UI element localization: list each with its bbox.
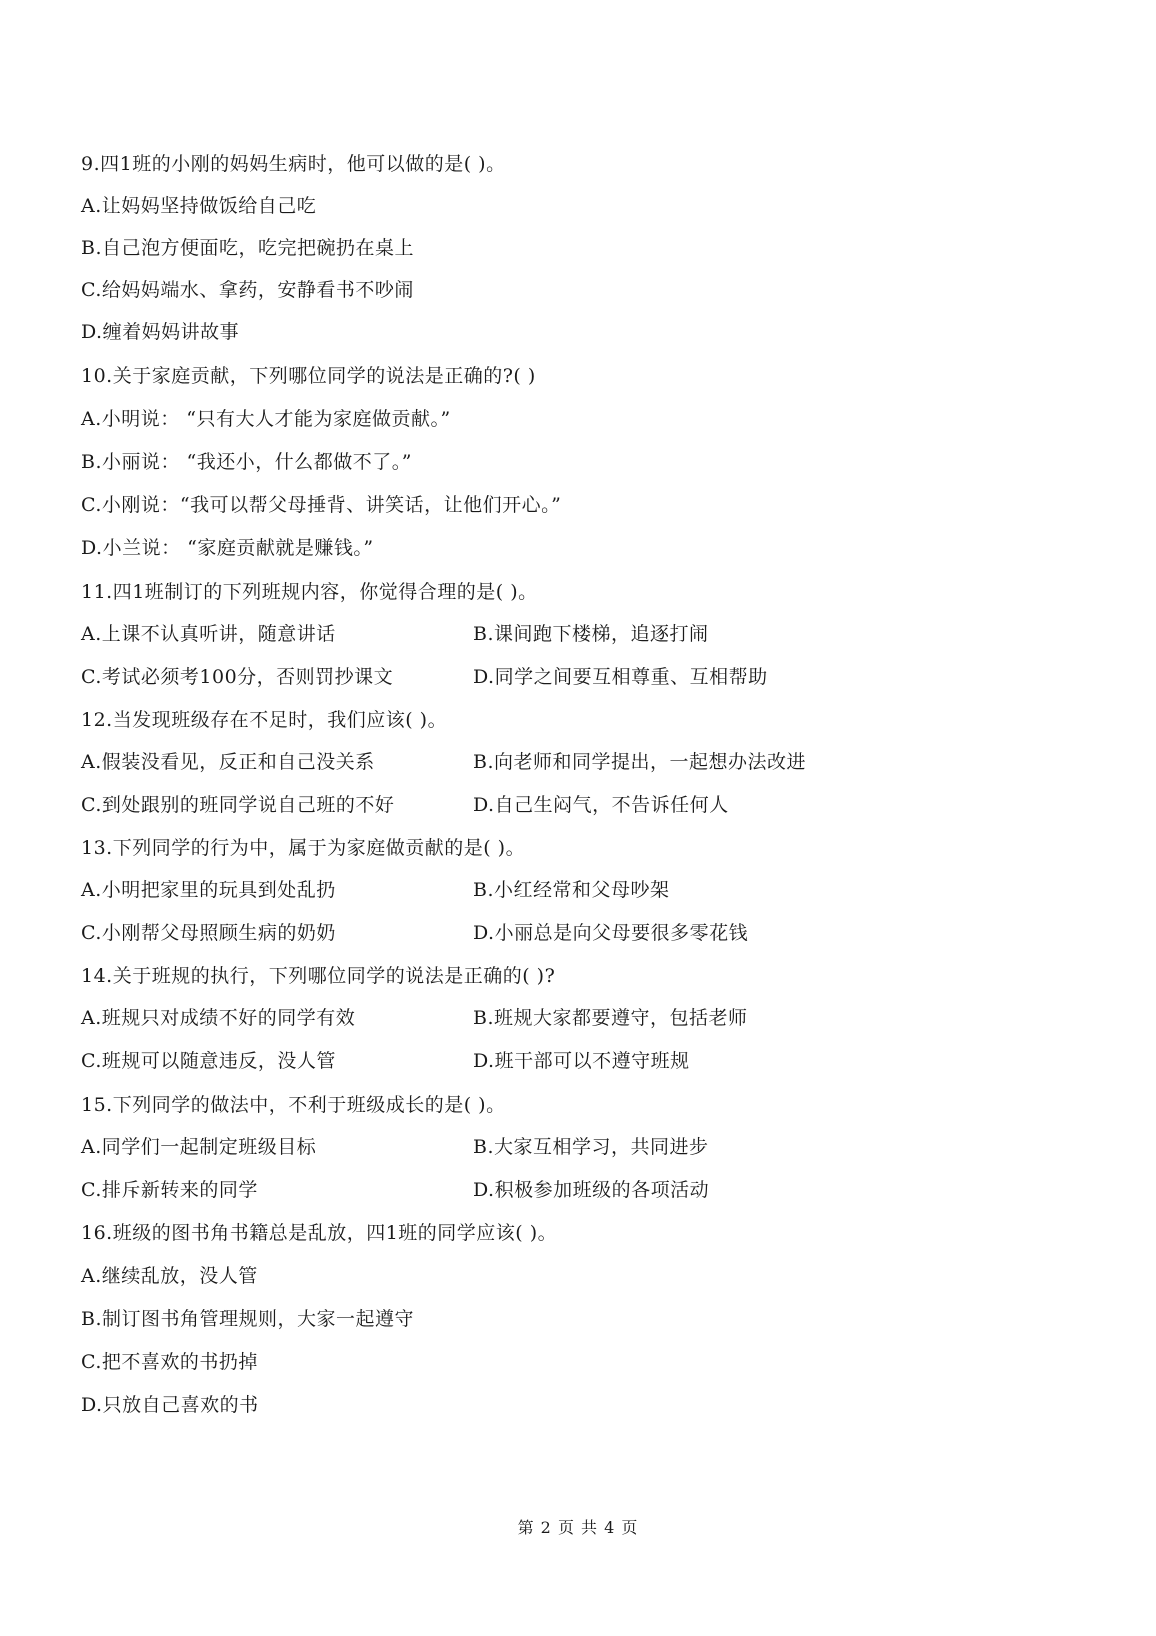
question-13-option-a: A.小明把家里的玩具到处乱扔 (81, 879, 336, 901)
question-16-option-b: B.制订图书角管理规则，大家一起遵守 (81, 1308, 415, 1330)
question-9-option-b: B.自己泡方便面吃，吃完把碗扔在桌上 (81, 237, 415, 259)
question-16-stem: 16.班级的图书角书籍总是乱放，四1班的同学应该( )。 (81, 1222, 558, 1244)
question-14-option-b: B.班规大家都要遵守，包括老师 (473, 1007, 748, 1029)
question-9-stem: 9.四1班的小刚的妈妈生病时，他可以做的是( )。 (81, 153, 506, 175)
question-12-option-b: B.向老师和同学提出，一起想办法改进 (473, 751, 807, 773)
question-15-option-a: A.同学们一起制定班级目标 (81, 1136, 317, 1158)
question-12-option-d: D.自己生闷气，不告诉任何人 (473, 794, 729, 816)
question-12-option-a: A.假装没看见，反正和自己没关系 (81, 751, 375, 773)
question-13-option-c: C.小刚帮父母照顾生病的奶奶 (81, 922, 336, 944)
question-11-option-b: B.课间跑下楼梯，追逐打闹 (473, 623, 709, 645)
question-10-option-d: D.小兰说： “家庭贡献就是赚钱。” (81, 537, 374, 559)
question-12-option-c: C.到处跟别的班同学说自己班的不好 (81, 794, 395, 816)
question-13-option-d: D.小丽总是向父母要很多零花钱 (473, 922, 749, 944)
question-13-stem: 13.下列同学的行为中，属于为家庭做贡献的是( )。 (81, 837, 526, 859)
question-16-option-c: C.把不喜欢的书扔掉 (81, 1351, 258, 1373)
question-14-option-a: A.班规只对成绩不好的同学有效 (81, 1007, 356, 1029)
question-13-option-b: B.小红经常和父母吵架 (473, 879, 670, 901)
question-11-option-c: C.考试必须考100分，否则罚抄课文 (81, 666, 394, 688)
question-10-option-c: C.小刚说：“我可以帮父母捶背、讲笑话，让他们开心。” (81, 494, 562, 516)
question-10-option-b: B.小丽说： “我还小，什么都做不了。” (81, 451, 412, 473)
question-10-option-a: A.小明说： “只有大人才能为家庭做贡献。” (81, 408, 451, 430)
question-9-option-d: D.缠着妈妈讲故事 (81, 321, 240, 343)
question-16-option-a: A.继续乱放，没人管 (81, 1265, 258, 1287)
question-15-stem: 15.下列同学的做法中，不利于班级成长的是( )。 (81, 1094, 506, 1116)
question-14-stem: 14.关于班规的执行，下列哪位同学的说法是正确的( )? (81, 965, 556, 987)
question-9-option-a: A.让妈妈坚持做饭给自己吃 (81, 195, 317, 217)
question-11-stem: 11.四1班制订的下列班规内容，你觉得合理的是( )。 (81, 581, 538, 603)
question-16-option-d: D.只放自己喜欢的书 (81, 1394, 259, 1416)
question-12-stem: 12.当发现班级存在不足时，我们应该( )。 (81, 709, 448, 731)
page-number-footer: 第 2 页 共 4 页 (517, 1518, 639, 1537)
question-15-option-b: B.大家互相学习，共同进步 (473, 1136, 709, 1158)
question-9-option-c: C.给妈妈端水、拿药，安静看书不吵闹 (81, 279, 414, 301)
question-15-option-d: D.积极参加班级的各项活动 (473, 1179, 710, 1201)
question-14-option-d: D.班干部可以不遵守班规 (473, 1050, 690, 1072)
question-10-stem: 10.关于家庭贡献，下列哪位同学的说法是正确的?( ) (81, 365, 536, 387)
question-11-option-d: D.同学之间要互相尊重、互相帮助 (473, 666, 768, 688)
question-14-option-c: C.班规可以随意违反，没人管 (81, 1050, 336, 1072)
question-15-option-c: C.排斥新转来的同学 (81, 1179, 258, 1201)
question-11-option-a: A.上课不认真听讲，随意讲话 (81, 623, 336, 645)
